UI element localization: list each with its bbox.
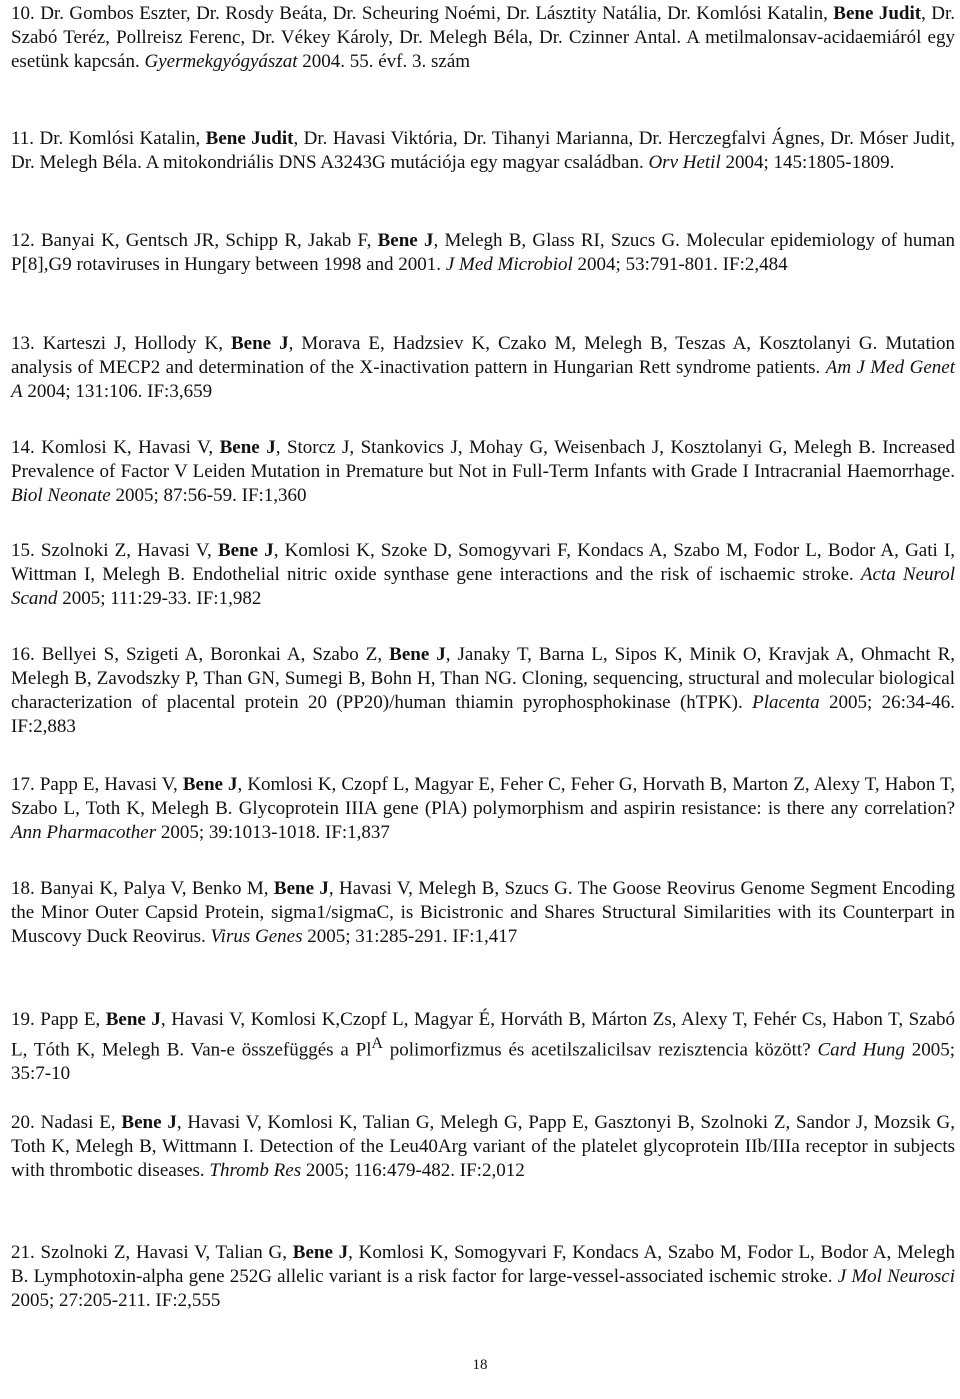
highlighted-author: Bene J xyxy=(217,540,274,561)
reference-title: Cloning, sequencing, structural and molecular biological characterization of placental protein 20 (PP20)/human thiamin pyrophosphokinase (hTPK). xyxy=(11,668,956,713)
reference-journal: Placenta xyxy=(752,692,820,713)
reference-title: Glycoprotein IIIA gene (PlA) polymorphism and aspirin resistance: is there any correlation? xyxy=(238,798,956,819)
reference-details: 2004. 55. évf. 3. szám xyxy=(302,51,471,72)
reference-title: Molecular epidemiology of human P[8],G9 rotaviruses in Hungary between 1998 and 2001. xyxy=(11,230,956,275)
reference-authors: Banyai K, Palya V, Benko M, xyxy=(40,878,269,899)
reference-number: 15. xyxy=(11,540,35,561)
reference-title: Mutation analysis of MECP2 and determination of the X-inactivation pattern in Hungarian Rett syndrome patients. xyxy=(11,333,956,378)
reference-number: 21. xyxy=(11,1242,35,1263)
reference-journal: Am J Med Genet A xyxy=(11,357,956,402)
reference-details: 2005; 27:205-211. IF:2,555 xyxy=(11,1290,221,1311)
reference-details: 2005; 116:479-482. IF:2,012 xyxy=(305,1160,525,1181)
reference-title: Endothelial nitric oxide synthase gene interactions and the risk of ischaemic stroke. xyxy=(192,564,854,585)
reference-title: Detection of the Leu40Arg variant of the platelet glycoprotein IIb/IIIa receptor in subjects with thrombotic diseases. xyxy=(11,1136,955,1181)
reference-details: 2005; 26:34-46. IF:2,883 xyxy=(11,692,956,737)
highlighted-author: Bene Judit xyxy=(205,128,294,149)
reference-19 xyxy=(11,1008,955,1086)
highlighted-author: Bene J xyxy=(377,230,434,251)
reference-title-superscript: A xyxy=(371,1035,383,1052)
reference-authors: Banyai K, Gentsch JR, Schipp R, Jakab F, xyxy=(41,230,372,251)
reference-authors: Papp E, xyxy=(40,1009,101,1030)
reference-journal: J Mol Neurosci xyxy=(837,1266,956,1287)
reference-journal: Biol Neonate xyxy=(11,485,111,506)
reference-journal: Virus Genes xyxy=(210,926,303,947)
reference-journal: Orv Hetil xyxy=(648,152,721,173)
reference-journal: Card Hung xyxy=(817,1039,905,1061)
reference-number: 12. xyxy=(11,230,35,251)
reference-number: 19. xyxy=(11,1009,35,1030)
reference-16 xyxy=(11,643,955,739)
highlighted-author: Bene J xyxy=(121,1112,177,1133)
reference-authors: Papp E, Havasi V, xyxy=(39,774,178,795)
reference-title: A metilmalonsav-acidaemiáról egy esetünk kapcsán. xyxy=(11,27,955,72)
reference-title-rest: polimorfizmus és acetilszalicilsav rezisztencia között? xyxy=(389,1039,811,1061)
reference-17 xyxy=(11,773,955,845)
reference-authors-rest: , Havasi V, Melegh B, Szucs G. xyxy=(328,878,573,899)
reference-authors: Karteszi J, Hollody K, xyxy=(42,333,223,354)
reference-authors: Dr. Komlósi Katalin, xyxy=(39,128,201,149)
reference-20 xyxy=(11,1111,955,1183)
highlighted-author: Bene J xyxy=(230,333,289,354)
reference-title: Lymphotoxin-alpha gene 252G allelic variant is a risk factor for large-vessel-associated ischemic stroke. xyxy=(33,1266,833,1287)
highlighted-author: Bene J xyxy=(273,878,329,899)
reference-18 xyxy=(11,877,955,949)
reference-authors: Komlosi K, Havasi V, xyxy=(41,437,214,458)
reference-number: 16. xyxy=(11,644,35,665)
reference-journal: J Med Microbiol xyxy=(445,254,573,275)
highlighted-author: Bene J xyxy=(219,437,276,458)
reference-authors-rest: , Komlosi K, Czopf L, Magyar E, Feher C, Feher G, Horvath B, Marton Z, Alexy T, Habon T, Szabo L, Toth K, Melegh B. xyxy=(11,774,956,819)
reference-details: 2005; 39:1013-1018. IF:1,837 xyxy=(160,822,390,843)
reference-details: 2005; 111:29-33. IF:1,982 xyxy=(62,588,262,609)
reference-details: 2005; 87:56-59. IF:1,360 xyxy=(115,485,307,506)
reference-number: 17. xyxy=(11,774,35,795)
reference-10 xyxy=(11,2,955,74)
reference-authors: Szolnoki Z, Havasi V, Talian G, xyxy=(40,1242,287,1263)
page-number: 18 xyxy=(472,1357,488,1373)
reference-authors: Nadasi E, xyxy=(40,1112,116,1133)
reference-authors-rest: , Storcz J, Stankovics J, Mohay G, Weisenbach J, Kosztolanyi G, Melegh B. xyxy=(275,437,876,458)
reference-number: 11. xyxy=(11,128,35,149)
highlighted-author: Bene J xyxy=(389,644,446,665)
highlighted-author: Bene J xyxy=(182,774,238,795)
reference-number: 10. xyxy=(11,3,35,24)
reference-title: Van-e összefüggés a Pl xyxy=(190,1039,372,1061)
reference-13 xyxy=(11,332,955,404)
reference-21 xyxy=(11,1241,955,1313)
highlighted-author: Bene Judit xyxy=(833,3,922,24)
reference-number: 13. xyxy=(11,333,35,354)
reference-authors-rest: , Havasi V, Komlosi K,Czopf L, Magyar É, Horváth B, Márton Zs, Alexy T, Fehér Cs, Habon T, Szabó L, Tóth K, Melegh B. xyxy=(11,1009,956,1061)
reference-authors-rest: , Dr. Szabó Teréz, Pollreisz Ferenc, Dr. Vékey Károly, Dr. Melegh Béla, Dr. Czinner Antal. xyxy=(11,3,956,48)
reference-title: The Goose Reovirus Genome Segment Encoding the Minor Outer Capsid Protein, sigma1/sigmaC, is Bicistronic and Shares Structural Similarities with its Counterpart in Muscovy Duck Reovirus. xyxy=(11,878,955,947)
reference-15 xyxy=(11,539,955,611)
reference-journal: Ann Pharmacother xyxy=(11,822,157,843)
reference-number: 20. xyxy=(11,1112,35,1133)
reference-authors-rest: , Morava E, Hadzsiev K, Czako M, Melegh B, Teszas A, Kosztolanyi G. xyxy=(288,333,878,354)
reference-14 xyxy=(11,436,955,508)
reference-authors: Dr. Gombos Eszter, Dr. Rosdy Beáta, Dr. Scheuring Noémi, Dr. Lásztity Natália, Dr. Komlósi Katalin, xyxy=(40,3,828,24)
reference-authors-rest: , Komlosi K, Szoke D, Somogyvari F, Kondacs A, Szabo M, Fodor L, Bodor A, Gati I, Wittman I, Melegh B. xyxy=(11,540,956,585)
reference-details: 2004; 131:106. IF:3,659 xyxy=(27,381,213,402)
reference-number: 18. xyxy=(11,878,35,899)
reference-journal: Gyermekgyógyászat xyxy=(144,51,298,72)
reference-11 xyxy=(11,127,955,175)
reference-details: 2005; 31:285-291. IF:1,417 xyxy=(307,926,518,947)
reference-details: 2005; 35:7-10 xyxy=(11,1039,955,1085)
reference-journal: Thromb Res xyxy=(209,1160,302,1181)
reference-12 xyxy=(11,229,955,277)
reference-authors-rest: , Dr. Havasi Viktória, Dr. Tihanyi Marianna, Dr. Herczegfalvi Ágnes, Dr. Móser Judit, Dr. Melegh Béla. xyxy=(11,128,955,173)
reference-authors: Bellyei S, Szigeti A, Boronkai A, Szabo Z, xyxy=(41,644,383,665)
reference-details: 2004; 53:791-801. IF:2,484 xyxy=(577,254,788,275)
reference-title: Increased Prevalence of Factor V Leiden Mutation in Premature but Not in Full-Term Infants with Grade I Intracranial Haemorrhage. xyxy=(11,437,956,482)
reference-authors-rest: , Havasi V, Komlosi K, Talian G, Melegh G, Papp E, Gasztonyi B, Szolnoki Z, Sandor J, Mozsik G, Toth K, Melegh B, Wittmann I. xyxy=(11,1112,956,1157)
reference-journal: Acta Neurol Scand xyxy=(11,564,956,609)
reference-authors: Szolnoki Z, Havasi V, xyxy=(40,540,212,561)
reference-title: A mitokondriális DNS A3243G mutációja egy magyar családban. xyxy=(145,152,644,173)
reference-number: 14. xyxy=(11,437,35,458)
reference-authors-rest: , Janaky T, Barna L, Sipos K, Minik O, Kravjak A, Ohmacht R, Melegh B, Zavodszky P, Than GN, Sumegi B, Bohn H, Than NG. xyxy=(11,644,956,689)
reference-authors-rest: , Komlosi K, Somogyvari F, Kondacs A, Szabo M, Fodor L, Bodor A, Melegh B. xyxy=(11,1242,956,1287)
highlighted-author: Bene J xyxy=(105,1009,161,1030)
reference-details: 2004; 145:1805-1809. xyxy=(725,152,895,173)
highlighted-author: Bene J xyxy=(292,1242,349,1263)
reference-authors-rest: , Melegh B, Glass RI, Szucs G. xyxy=(433,230,680,251)
